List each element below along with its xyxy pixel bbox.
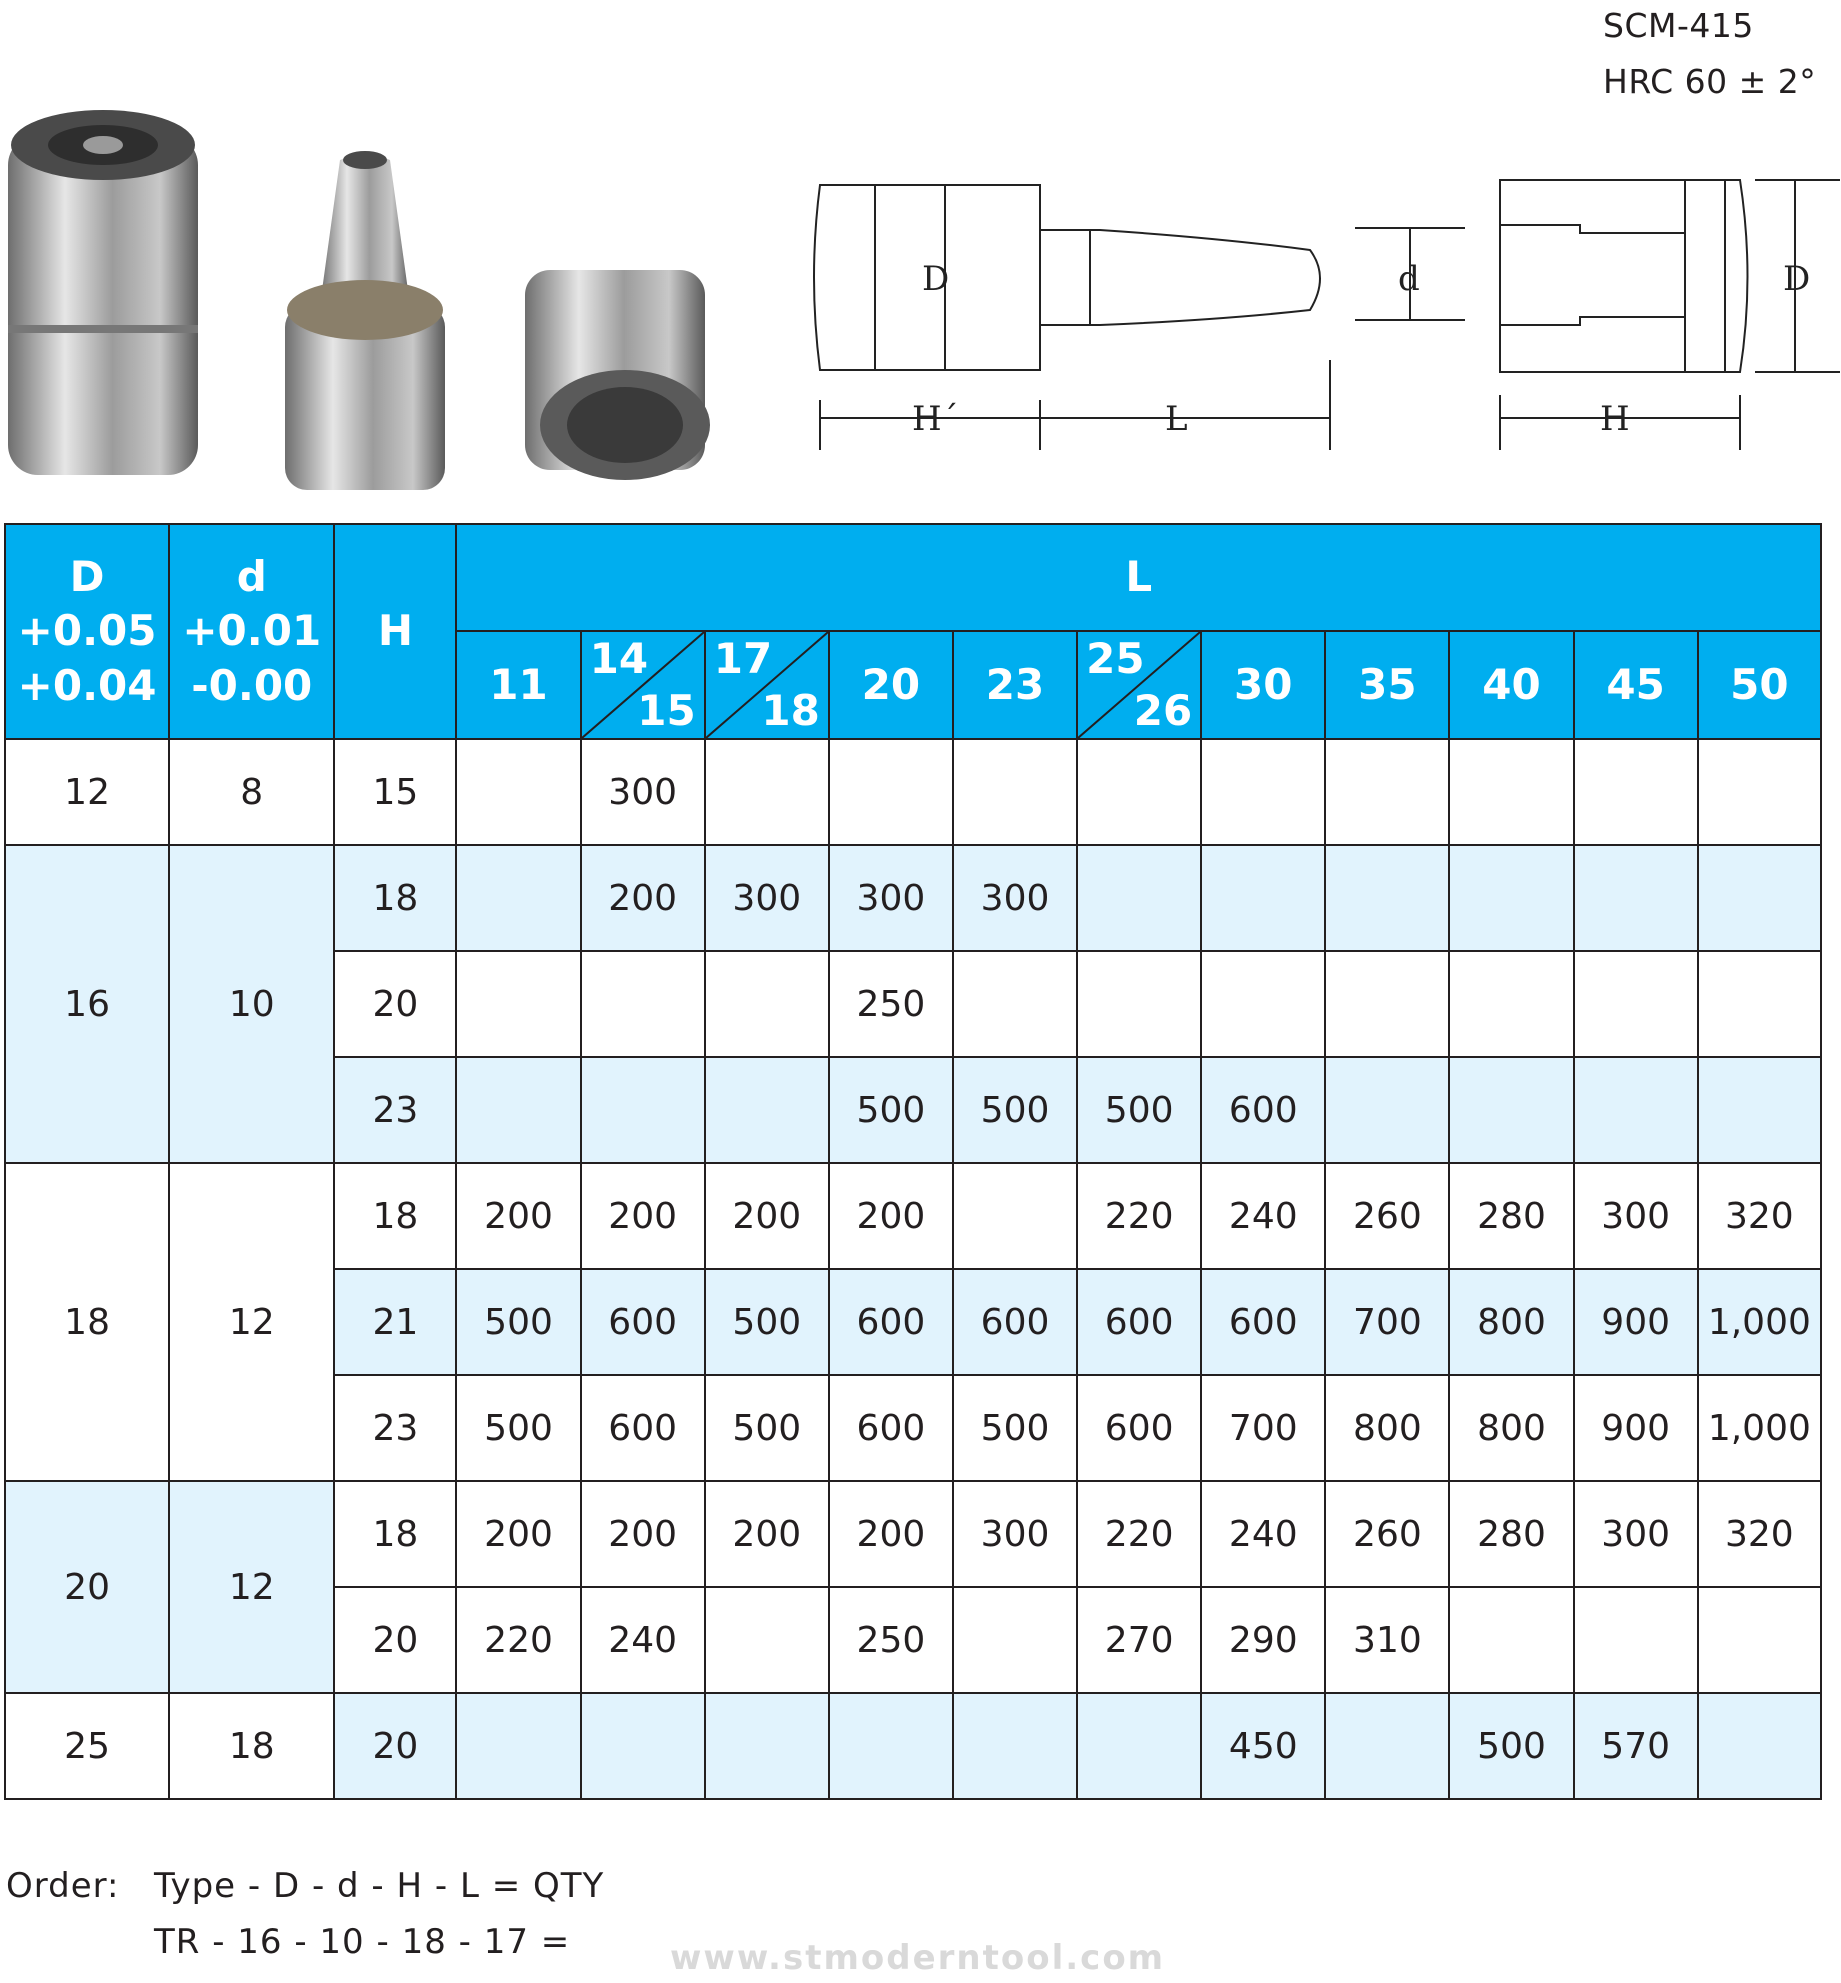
cell-price: 300	[829, 845, 953, 951]
cell-price: 290	[1201, 1587, 1325, 1693]
header-L-col: 35	[1325, 631, 1449, 739]
cell-H: 20	[334, 951, 456, 1057]
punch-pin-photo	[285, 151, 445, 490]
cell-price	[705, 1057, 829, 1163]
cell-H: 23	[334, 1375, 456, 1481]
header-d: d +0.01 -0.00	[169, 524, 334, 739]
cell-price	[953, 1163, 1077, 1269]
cell-H: 21	[334, 1269, 456, 1375]
cell-D: 25	[5, 1693, 169, 1799]
cell-price	[1698, 739, 1821, 845]
cell-price	[456, 845, 580, 951]
hardness-spec: HRC 60 ± 2°	[1603, 62, 1817, 101]
cell-price: 270	[1077, 1587, 1201, 1693]
cell-H: 18	[334, 845, 456, 951]
cell-price	[1077, 845, 1201, 951]
cell-price	[1574, 1587, 1698, 1693]
bushing-photo	[525, 270, 710, 480]
cell-price: 800	[1449, 1269, 1573, 1375]
cell-price: 300	[581, 739, 705, 845]
cell-d: 8	[169, 739, 334, 845]
cell-price	[1201, 845, 1325, 951]
cell-price: 200	[705, 1481, 829, 1587]
cell-price: 800	[1325, 1375, 1449, 1481]
cell-price: 600	[1201, 1269, 1325, 1375]
cell-price	[1449, 1587, 1573, 1693]
header-D: D +0.05 +0.04	[5, 524, 169, 739]
cell-D: 20	[5, 1481, 169, 1693]
cell-price: 200	[581, 845, 705, 951]
header-L: L	[456, 524, 1821, 631]
cell-price: 300	[953, 845, 1077, 951]
cell-price: 800	[1449, 1375, 1573, 1481]
cell-price: 600	[1077, 1269, 1201, 1375]
cell-price: 500	[456, 1375, 580, 1481]
cell-price	[1325, 951, 1449, 1057]
table-row	[5, 845, 1821, 951]
cell-price: 220	[456, 1587, 580, 1693]
order-label: Order:	[6, 1866, 120, 1906]
cell-price	[1201, 951, 1325, 1057]
cell-price	[1574, 951, 1698, 1057]
cell-price: 600	[953, 1269, 1077, 1375]
cell-price: 280	[1449, 1163, 1573, 1269]
cell-price	[705, 739, 829, 845]
spec-table	[4, 523, 1822, 1800]
cell-d: 12	[169, 1481, 334, 1693]
table-row	[5, 1693, 1821, 1799]
cell-price	[1698, 951, 1821, 1057]
order-example-text: TR - 16 - 10 - 18 - 17 =	[154, 1922, 571, 1962]
cell-price: 500	[705, 1269, 829, 1375]
cell-price	[1449, 845, 1573, 951]
cell-price	[1325, 1057, 1449, 1163]
cell-price	[456, 1693, 580, 1799]
cell-price: 280	[1449, 1481, 1573, 1587]
cell-price: 500	[953, 1375, 1077, 1481]
cell-H: 15	[334, 739, 456, 845]
cell-price: 200	[829, 1481, 953, 1587]
cell-H: 20	[334, 1587, 456, 1693]
cell-price: 300	[953, 1481, 1077, 1587]
cell-price: 250	[829, 1587, 953, 1693]
cell-price	[1325, 845, 1449, 951]
header-L-col: 14 15	[581, 631, 705, 739]
cell-price	[1698, 1693, 1821, 1799]
drawing-label-D: D	[922, 259, 950, 299]
header-H: H	[334, 524, 456, 739]
cell-price	[705, 1587, 829, 1693]
cell-price	[1449, 951, 1573, 1057]
cell-price	[953, 951, 1077, 1057]
cell-price: 200	[829, 1163, 953, 1269]
cell-H: 18	[334, 1163, 456, 1269]
cell-price	[1449, 1057, 1573, 1163]
cell-price	[1698, 1057, 1821, 1163]
website-watermark: www.stmoderntool.com	[670, 1938, 1166, 1978]
cell-price: 500	[705, 1375, 829, 1481]
cell-price	[581, 1693, 705, 1799]
cell-price: 900	[1574, 1375, 1698, 1481]
table-row	[5, 1163, 1821, 1269]
cell-price	[953, 1693, 1077, 1799]
cell-H: 18	[334, 1481, 456, 1587]
cell-price: 600	[581, 1375, 705, 1481]
header-L-col: 50	[1698, 631, 1821, 739]
cell-price: 200	[705, 1163, 829, 1269]
drawing-label-H: H	[1600, 399, 1630, 439]
cell-price	[1574, 739, 1698, 845]
table-row	[5, 739, 1821, 845]
cell-price	[1325, 1693, 1449, 1799]
cell-price	[829, 739, 953, 845]
order-example	[6, 1922, 570, 1962]
cell-price	[1698, 845, 1821, 951]
cell-price: 600	[1201, 1057, 1325, 1163]
drawing-label-L: L	[1165, 399, 1188, 439]
cell-price: 500	[1077, 1057, 1201, 1163]
cell-price	[953, 1587, 1077, 1693]
cell-price: 300	[1574, 1163, 1698, 1269]
header-L-col: 45	[1574, 631, 1698, 739]
cell-price: 900	[1574, 1269, 1698, 1375]
cell-price: 200	[456, 1163, 580, 1269]
cell-price	[1201, 739, 1325, 845]
cell-price	[581, 1057, 705, 1163]
cell-price: 320	[1698, 1481, 1821, 1587]
header-L-col: 25 26	[1077, 631, 1201, 739]
punch-retainer-photo	[8, 110, 198, 475]
cell-price	[1574, 845, 1698, 951]
cell-d: 12	[169, 1163, 334, 1481]
cell-price: 200	[456, 1481, 580, 1587]
cell-D: 18	[5, 1163, 169, 1481]
cell-price	[456, 1057, 580, 1163]
cell-price	[1077, 1693, 1201, 1799]
drawing-label-d: d	[1398, 259, 1420, 299]
cell-price	[829, 1693, 953, 1799]
cell-D: 12	[5, 739, 169, 845]
cell-price: 500	[953, 1057, 1077, 1163]
header-L-col: 40	[1449, 631, 1573, 739]
order-format-text: Type - D - d - H - L = QTY	[154, 1866, 605, 1906]
cell-price: 250	[829, 951, 953, 1057]
cell-price: 240	[581, 1587, 705, 1693]
cell-H: 20	[334, 1693, 456, 1799]
cell-price: 220	[1077, 1481, 1201, 1587]
cell-price: 1,000	[1698, 1269, 1821, 1375]
cell-price	[953, 739, 1077, 845]
cell-price: 600	[581, 1269, 705, 1375]
cell-price: 200	[581, 1163, 705, 1269]
cell-price: 700	[1201, 1375, 1325, 1481]
cell-price: 260	[1325, 1163, 1449, 1269]
technical-drawing	[800, 160, 1840, 460]
cell-price	[705, 951, 829, 1057]
header-L-col: 23	[953, 631, 1077, 739]
drawing-label-H-prime: H´	[912, 399, 959, 439]
cell-price	[456, 739, 580, 845]
cell-price: 500	[1449, 1693, 1573, 1799]
cell-price: 600	[829, 1375, 953, 1481]
cell-price: 220	[1077, 1163, 1201, 1269]
table-row	[5, 1481, 1821, 1587]
header-L-col: 30	[1201, 631, 1325, 739]
cell-price: 200	[581, 1481, 705, 1587]
header-L-col: 17 18	[705, 631, 829, 739]
cell-price	[456, 951, 580, 1057]
cell-price: 300	[705, 845, 829, 951]
cell-D: 16	[5, 845, 169, 1163]
cell-price: 240	[1201, 1481, 1325, 1587]
cell-price	[1574, 1057, 1698, 1163]
drawing-label-D-right: D	[1783, 259, 1811, 299]
cell-price: 570	[1574, 1693, 1698, 1799]
cell-d: 18	[169, 1693, 334, 1799]
cell-H: 23	[334, 1057, 456, 1163]
cell-price: 240	[1201, 1163, 1325, 1269]
material-grade: SCM-415	[1603, 6, 1754, 45]
cell-price	[1698, 1587, 1821, 1693]
cell-d: 10	[169, 845, 334, 1163]
cell-price: 700	[1325, 1269, 1449, 1375]
cell-price: 300	[1574, 1481, 1698, 1587]
cell-price	[581, 951, 705, 1057]
cell-price: 1,000	[1698, 1375, 1821, 1481]
cell-price	[1325, 739, 1449, 845]
order-format	[6, 1866, 604, 1906]
cell-price	[1449, 739, 1573, 845]
header-L-col: 20	[829, 631, 953, 739]
header-L-col: 11	[456, 631, 580, 739]
cell-price	[705, 1693, 829, 1799]
cell-price	[1077, 951, 1201, 1057]
cell-price: 260	[1325, 1481, 1449, 1587]
cell-price: 600	[829, 1269, 953, 1375]
cell-price: 600	[1077, 1375, 1201, 1481]
cell-price: 450	[1201, 1693, 1325, 1799]
cell-price: 320	[1698, 1163, 1821, 1269]
cell-price: 500	[456, 1269, 580, 1375]
cell-price	[1077, 739, 1201, 845]
product-photo	[0, 105, 720, 515]
cell-price: 500	[829, 1057, 953, 1163]
cell-price: 310	[1325, 1587, 1449, 1693]
